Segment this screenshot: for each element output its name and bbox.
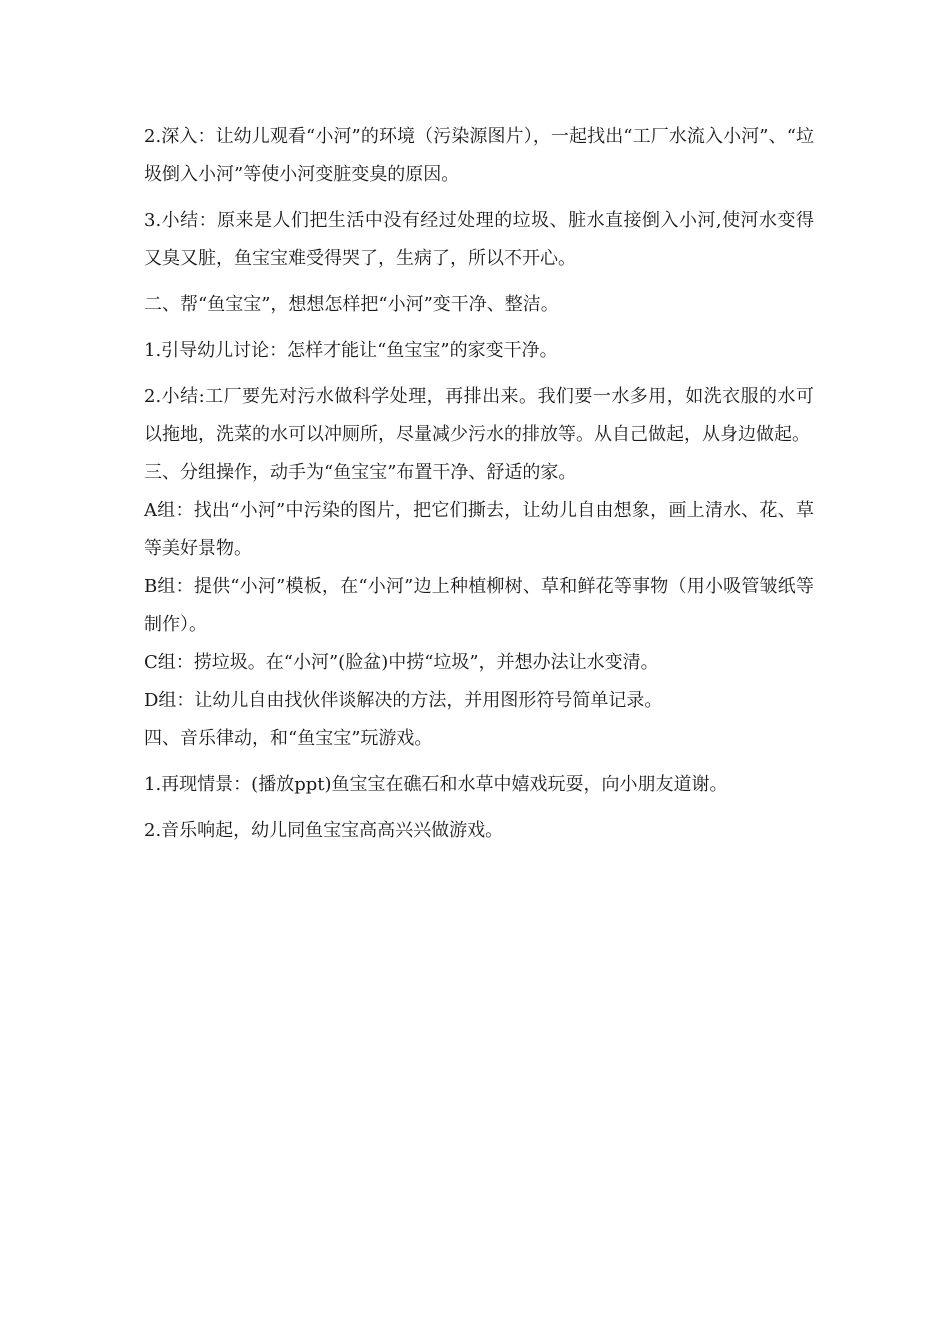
paragraph-group-a: A组：找出“小河”中污染的图片，把它们撕去，让幼儿自由想象，画上清水、花、草等美好景物。 [144, 500, 814, 559]
paragraph-replay-scene: 1.再现情景：(播放ppt)鱼宝宝在礁石和水草中嬉戏玩耍，向小朋友道谢。 [144, 774, 728, 795]
paragraph-step-2-explore: 2.深入：让幼儿观看“小河”的环境（污染源图片），一起找出“工厂水流入小河”、“垃圾倒入小河”等使小河变脏变臭的原因。 [144, 126, 814, 185]
section-heading-2: 二、帮“鱼宝宝”，想想怎样把“小河”变干净、整洁。 [144, 294, 559, 315]
paragraph-music-game: 2.音乐响起，幼儿同鱼宝宝高高兴兴做游戏。 [144, 820, 504, 841]
document-body [144, 118, 814, 850]
paragraph-group-c: C组：捞垃圾。在“小河”(脸盆)中捞“垃圾”，并想办法让水变清。 [144, 652, 659, 673]
paragraph-summary-2: 2.小结:工厂要先对污水做科学处理，再排出来。我们要一水多用，如洗衣服的水可以拖地，洗菜的水可以冲厕所，尽量减少污水的排放等。从自己做起，从身边做起。 [144, 386, 814, 445]
paragraph-group-b: B组：提供“小河”模板，在“小河”边上种植柳树、草和鲜花等事物（用小吸管皱纸等制作）。 [144, 576, 814, 635]
paragraph-discussion: 1.引导幼儿讨论：怎样才能让“鱼宝宝”的家变干净。 [144, 340, 558, 361]
section-heading-3: 三、分组操作，动手为“鱼宝宝”布置干净、舒适的家。 [144, 462, 577, 483]
paragraph-group-d: D组：让幼儿自由找伙伴谈解决的方法，并用图形符号简单记录。 [144, 690, 663, 711]
section-heading-4: 四、音乐律动，和“鱼宝宝”玩游戏。 [144, 728, 433, 749]
paragraph-step-3-summary: 3.小结：原来是人们把生活中没有经过处理的垃圾、脏水直接倒入小河,使河水变得又臭又脏，鱼宝宝难受得哭了，生病了，所以不开心。 [144, 210, 814, 269]
